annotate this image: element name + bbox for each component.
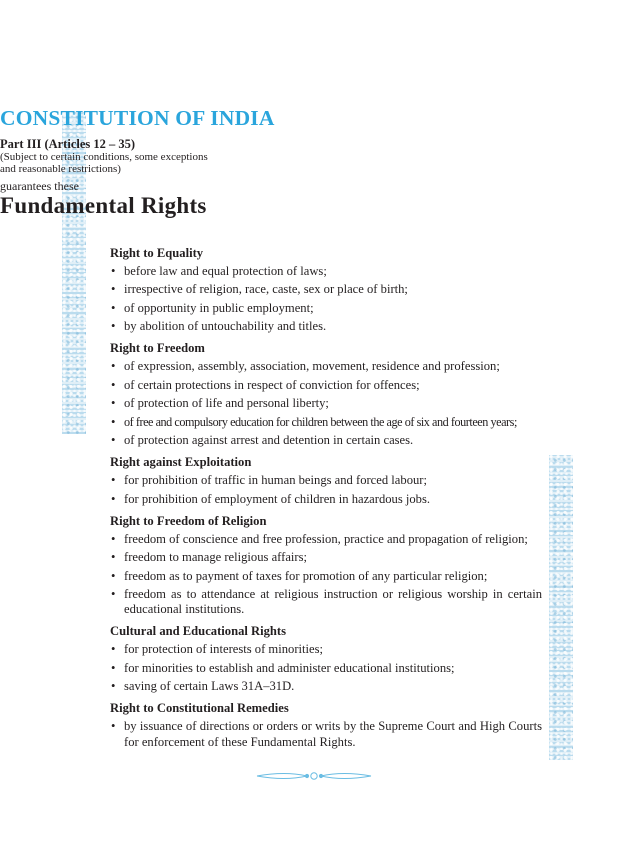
- item-text: for minorities to establish and administer educational institutions;: [124, 660, 455, 675]
- item-text: for prohibition of employment of children in hazardous jobs.: [124, 491, 431, 506]
- guarantees-text: guarantees these: [0, 179, 79, 193]
- item-text: of protection against arrest and detention in certain cases.: [124, 432, 414, 447]
- decorative-border-right: [549, 455, 573, 760]
- section-title: Right to Freedom of Religion: [110, 513, 267, 528]
- bullet-icon: •: [111, 377, 116, 392]
- main-heading: Fundamental Rights: [0, 193, 207, 218]
- section-cultural-and-educational-rights: [110, 624, 542, 694]
- bullet-icon: •: [111, 550, 116, 565]
- rights-list: [110, 246, 542, 757]
- bullet-icon: •: [111, 642, 116, 657]
- bullet-icon: •: [111, 531, 116, 546]
- list-item: [110, 415, 542, 430]
- subtitle-line-1: (Subject to certain conditions, some exceptions: [0, 151, 208, 163]
- section-right-to-freedom-of-religion: [110, 514, 542, 618]
- bullet-icon: •: [111, 319, 116, 334]
- list-item: [110, 642, 542, 657]
- bullet-icon: •: [111, 719, 116, 734]
- item-text: freedom of conscience and free profession, practice and propagation of religion;: [124, 531, 528, 546]
- bullet-icon: •: [111, 282, 116, 297]
- section-title: Cultural and Educational Rights: [110, 624, 287, 639]
- item-text: for prohibition of traffic in human beings and forced labour;: [124, 473, 427, 488]
- list-item: [110, 532, 542, 547]
- list-item: [110, 492, 542, 507]
- part-label: Part III (Articles 12 – 35): [0, 137, 136, 151]
- item-text: before law and equal protection of laws;: [124, 264, 327, 278]
- list-item: [110, 587, 542, 617]
- item-text: of protection of life and personal liberty;: [124, 396, 329, 411]
- bullet-icon: •: [111, 491, 116, 506]
- section-title: Right to Constitutional Remedies: [110, 701, 289, 716]
- section-title: Right against Exploitation: [110, 455, 252, 470]
- section-title: Right to Equality: [110, 246, 204, 260]
- item-text: of opportunity in public employment;: [124, 300, 314, 315]
- section-title: Right to Freedom: [110, 341, 205, 356]
- item-text: by issuance of directions or orders or writs by the Supreme Court and High Courts for enforcement of these Fundamental Rights.: [124, 719, 542, 749]
- section-right-to-equality: [110, 246, 542, 334]
- item-text: by abolition of untouchability and titles.: [124, 319, 327, 334]
- bullet-icon: •: [111, 473, 116, 488]
- list-item: [110, 550, 542, 565]
- item-text: of certain protections in respect of conviction for offences;: [124, 377, 420, 392]
- item-text: of free and compulsory education for children between the age of six and fourteen years;: [124, 414, 517, 429]
- item-text: for protection of interests of minorities;: [124, 642, 324, 657]
- bullet-icon: •: [111, 568, 116, 583]
- list-item: [110, 569, 542, 584]
- item-text: saving of certain Laws 31A–31D.: [124, 679, 295, 694]
- item-text: freedom as to payment of taxes for promotion of any particular religion;: [124, 568, 488, 583]
- item-text: of expression, assembly, association, movement, residence and profession;: [124, 359, 500, 374]
- item-text: freedom as to attendance at religious instruction or religious worship in certain educational institutions.: [124, 586, 542, 617]
- section-right-to-constitutional-remedies: [110, 701, 542, 749]
- list-item: [110, 378, 542, 393]
- item-text: freedom to manage religious affairs;: [124, 550, 308, 565]
- list-item: [110, 679, 542, 694]
- section-right-against-exploitation: [110, 455, 542, 507]
- bullet-icon: •: [111, 264, 116, 278]
- ornament-divider-icon: [255, 768, 373, 784]
- bullet-icon: •: [111, 679, 116, 694]
- list-item: [110, 282, 542, 297]
- bullet-icon: •: [111, 414, 115, 429]
- item-text: irrespective of religion, race, caste, sex or place of birth;: [124, 282, 408, 297]
- page-title: CONSTITUTION OF INDIA: [0, 106, 275, 130]
- list-item: [110, 433, 542, 448]
- subtitle-line-2: and reasonable restrictions): [0, 163, 121, 175]
- list-item: [110, 396, 542, 411]
- bullet-icon: •: [111, 300, 116, 315]
- list-item: [110, 359, 542, 374]
- list-item: [110, 264, 542, 279]
- list-item: [110, 473, 542, 488]
- bullet-icon: •: [111, 396, 116, 411]
- bullet-icon: •: [111, 432, 116, 447]
- bullet-icon: •: [111, 586, 116, 601]
- list-item: [110, 719, 542, 749]
- list-item: [110, 319, 542, 334]
- bullet-icon: •: [111, 359, 116, 374]
- list-item: [110, 301, 542, 316]
- list-item: [110, 661, 542, 676]
- bullet-icon: •: [111, 660, 116, 675]
- section-right-to-freedom: [110, 341, 542, 448]
